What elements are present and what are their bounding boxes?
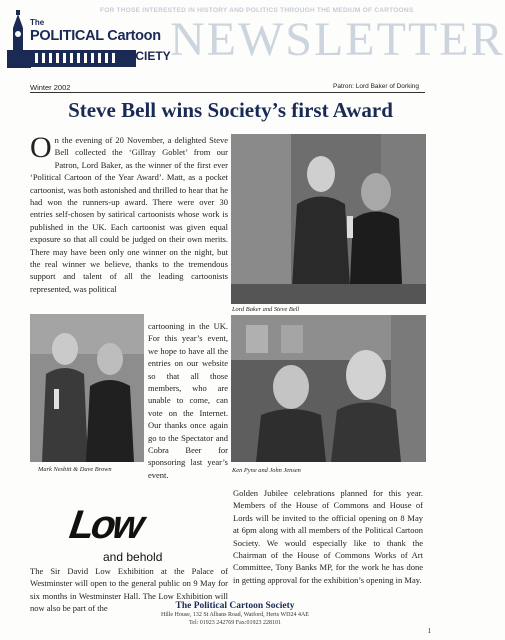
header-divider bbox=[30, 92, 425, 93]
page-number: 1 bbox=[427, 627, 431, 635]
logo-title: POLITICAL Cartoon bbox=[30, 28, 161, 44]
photo-pyne-jensen bbox=[231, 315, 426, 462]
footer bbox=[100, 601, 370, 627]
low-logo: Low bbox=[66, 503, 145, 547]
caption-photo-2: Mark Nesbitt & Dave Brown bbox=[38, 466, 112, 473]
low-column-right: Golden Jubilee celebrations planned for this year. Members of the House of Commons and House of Lords will be invited to the official opening on 8 May at 6pm along with all members of the Political Cartoon Society. We would especially like to thank the Chairman of the House of Commons Works of Art Committee, Tony Banks MP, for the work he has done in getting approval for the exhibition’s opening in May. bbox=[233, 488, 423, 585]
photo-lord-baker-steve-bell bbox=[231, 134, 426, 304]
footer-address: Hille House, 132 St Albans Road, Watford, Herts WD24 4AE bbox=[161, 612, 309, 618]
article-column-1-text: n the evening of 20 November, a delighted Steve Bell collected the ‘Gillray Goblet’ from our Patron, Lord Baker, as the winner of the first ever ‘Political Cartoon of the Year Award’. Matt, as a pocket cartoonist, was both astonished and thrilled to hear that he had won the runners-up award. There were over 30 entries self-chosen by satirical cartoonists whose work is published in the UK. Each cartoonist was given equal exposure so that all could be judged on their own merits. There may have been only one winner on the night, but the real winner we believe, thanks to the tremendous support and talent of all the leading cartoonists represented, was political bbox=[30, 135, 228, 294]
footer-title: The Political Cartoon Society bbox=[175, 601, 295, 611]
patron-line: Patron: Lord Baker of Dorking bbox=[333, 83, 419, 90]
masthead-title: NEWSLETTER bbox=[170, 13, 505, 66]
low-subtitle: and behold bbox=[103, 550, 163, 564]
caption-photo-3: Ken Pyne and John Jensen bbox=[232, 467, 301, 474]
logo-the: The bbox=[30, 18, 45, 27]
logo-society: SOCIETY bbox=[118, 49, 171, 63]
article-column-1b: cartooning in the UK. For this year’s event, we hope to have all the entries on our website so that all those members, who are unable to come, can vote on the Internet. Our thanks once again go to the Spectator and Cobra Beer for sponsoring last year’s event. bbox=[148, 321, 228, 480]
article-headline: Steve Bell wins Society’s first Award bbox=[68, 98, 393, 122]
footer-phone: Tel: 01923 242769 Fax:01923 228101 bbox=[189, 620, 281, 626]
low-column-left: The Sir David Low Exhibition at the Palace of Westminster will open to the general public on 9 May for six months in Westminster Hall. The Low Exhibition will now also be part of the bbox=[30, 566, 228, 614]
article-column-1 bbox=[30, 131, 228, 295]
issue-date: Winter 2002 bbox=[30, 83, 71, 92]
photo-nesbitt-brown bbox=[30, 314, 144, 462]
tagline: FOR THOSE INTERESTED IN HISTORY AND POLITICS THROUGH THE MEDIUM OF CARTOONS bbox=[100, 7, 414, 14]
drop-cap: O bbox=[30, 131, 52, 164]
caption-photo-1: Lord Baker and Steve Bell bbox=[232, 306, 300, 313]
